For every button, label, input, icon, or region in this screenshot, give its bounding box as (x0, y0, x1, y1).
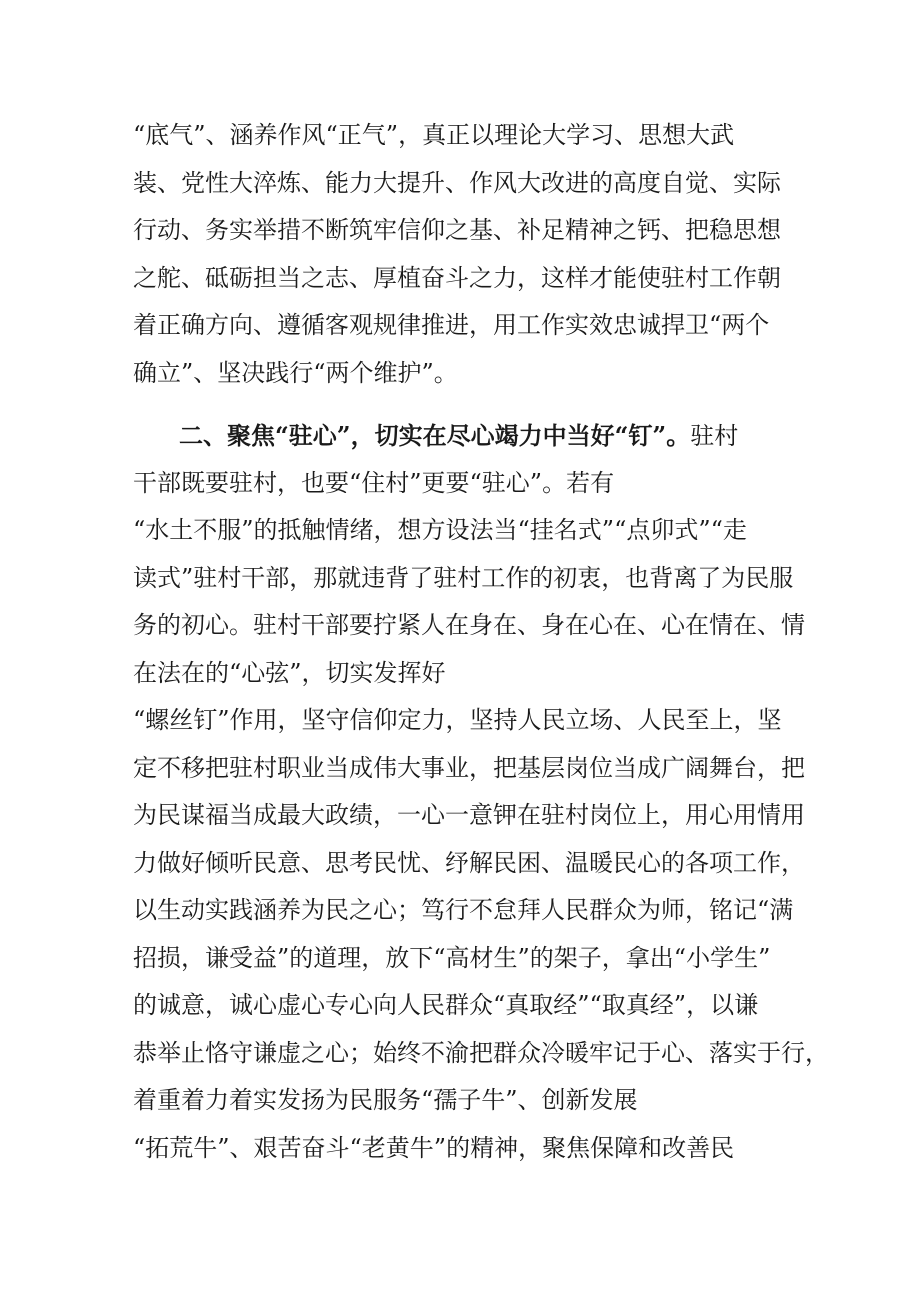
paragraph-2 (133, 412, 829, 1172)
text-line: 恭举止恪守谦虚之心；始终不渝把群众冷暖牢记于心、落实于行， (133, 1038, 829, 1067)
text-line: 招损，谦受益”的道理，放下“高材生”的架子，拿出“小学生” (133, 943, 771, 972)
text-line: “拓荒牛”、艰苦奋斗“老黄牛”的精神，聚焦保障和改善民 (133, 1133, 735, 1162)
paragraph-gap (133, 397, 793, 412)
text-line: 为民谋福当成最大政绩，一心一意钾在驻村岗位上，用心用情用 (133, 801, 805, 829)
text-line: 之舵、砥砺担当之志、厚植奋斗之力，这样才能使驻村工作朝 (133, 263, 781, 292)
section-heading-line (133, 412, 793, 460)
text-line: 确立”、坚决践行“两个维护”。 (133, 358, 458, 387)
text-line: 以生动实践涵养为民之心；笃行不怠拜人民群众为师，铭记“满 (133, 896, 794, 924)
text-line: 干部既要驻村，也要“住村”更要“驻心”。若有 (133, 468, 615, 497)
paragraph-1 (133, 112, 793, 397)
text-line: 装、党性大淬炼、能力大提升、作风大改进的高度自觉、实际 (133, 168, 781, 197)
document-body (133, 112, 829, 1172)
text-line: “螺丝钉”作用，坚守信仰定力，坚持人民立场、人民至上，坚 (133, 706, 782, 734)
text-line: 力做好倾听民意、思考民忧、纾解民困、温暖民心的各项工作， (133, 848, 805, 877)
text-line: 定不移把驻村职业当成伟大事业，把基层岗位当成广阔舞台，把 (133, 753, 805, 782)
section-heading: 二、聚焦“驻心”，切实在尽心竭力中当好“钉”。 (179, 421, 691, 450)
heading-tail-text: 驻村 (690, 422, 739, 450)
text-line: “水土不服”的抵触情绪，想方设法当“挂名式”“点卯式”“走 (133, 516, 747, 544)
text-line: 着重着力着实发扬为民服务“孺子牛”、创新发展 (133, 1086, 638, 1114)
text-line: 行动、务实举措不断筑牢信仰之基、补足精神之钙、把稳思想 (133, 216, 781, 244)
text-line: “底气”、涵养作风“正气”，真正以理论大学习、思想大武 (133, 121, 735, 149)
text-line: 在法在的“心弦”，切实发挥好 (133, 658, 446, 687)
text-line: 的诚意，诚心虚心专心向人民群众“真取经”“取真经”，以谦 (133, 991, 759, 1019)
text-line: 读式”驻村干部，那就违背了驻村工作的初衷，也背离了为民服 (133, 563, 794, 592)
text-line: 着正确方向、遵循客观规律推进，用工作实效忠诚捍卫“两个 (133, 311, 770, 339)
text-line: 务的初心。驻村干部要拧紧人在身在、身在心在、心在情在、情 (133, 611, 805, 639)
